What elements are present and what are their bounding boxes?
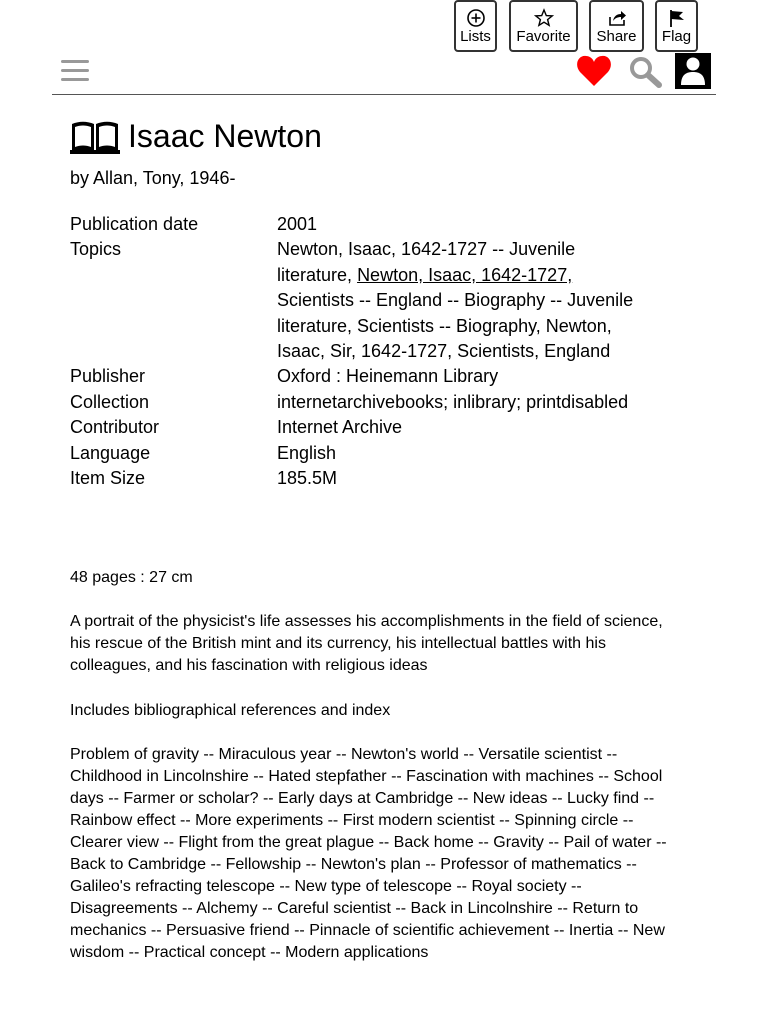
- metadata-value: Internet Archive: [277, 417, 403, 438]
- metadata-key: Contributor: [70, 417, 160, 438]
- bibliography-note: Includes bibliographical references and index: [70, 702, 391, 719]
- metadata-row-topics: [70, 237, 670, 364]
- favorite-label: Favorite: [516, 28, 571, 45]
- summary-paragraph: A portrait of the physicist's life assesses his accomplishments in the field of science, his rescue of the British mint and its currency, his intellectual battles with his colleagues, and his fascination with religious ideas: [70, 613, 663, 674]
- metadata-value: [277, 237, 637, 364]
- physical-extent: 48 pages : 27 cm: [70, 569, 193, 586]
- star-icon: [534, 8, 554, 28]
- top-nav-bar: [52, 48, 716, 95]
- author-byline: by Allan, Tony, 1946-: [70, 168, 236, 188]
- search-icon[interactable]: [628, 56, 664, 88]
- plus-circle-icon: [466, 8, 486, 28]
- metadata-row-language: [70, 441, 670, 466]
- lists-label: Lists: [460, 28, 491, 45]
- metadata-key: Collection: [70, 391, 150, 412]
- topic-text: Newton, Isaac, 1642-1727 -- Juvenile literature,: [277, 239, 576, 285]
- heart-icon[interactable]: [576, 54, 612, 88]
- topic-text: Scientists -- England -- Biography -- Juvenile literature, Scientists -- Biography, Newton, Isaac, Sir, 1642-1727, Scientists, England: [277, 290, 634, 362]
- metadata-key: Item Size: [70, 468, 146, 489]
- flag-icon: [667, 8, 687, 28]
- book-icon: [70, 120, 120, 154]
- metadata-value: 185.5M: [277, 468, 338, 489]
- metadata-list: [70, 212, 670, 491]
- share-label: Share: [596, 28, 637, 45]
- user-icon[interactable]: [675, 53, 711, 89]
- share-icon: [607, 8, 627, 28]
- menu-line: [61, 78, 89, 81]
- metadata-key: Publication date: [70, 214, 199, 234]
- topic-link[interactable]: Newton, Isaac, 1642-1727,: [357, 264, 573, 285]
- menu-line: [61, 60, 89, 63]
- metadata-row-contributor: [70, 415, 670, 440]
- metadata-value: English: [277, 442, 337, 463]
- metadata-value: Oxford : Heinemann Library: [277, 366, 499, 387]
- metadata-row-collection: [70, 390, 670, 415]
- metadata-row-item-size: [70, 466, 670, 491]
- metadata-key: Publisher: [70, 366, 146, 387]
- share-button[interactable]: [589, 0, 644, 52]
- metadata-key: Topics: [70, 239, 122, 260]
- favorite-button[interactable]: [509, 0, 578, 52]
- flag-label: Flag: [661, 28, 692, 45]
- metadata-row-publication-date: [70, 212, 670, 237]
- metadata-value: 2001: [277, 214, 318, 234]
- metadata-row-publisher: [70, 364, 670, 389]
- page-title: Isaac Newton: [128, 118, 322, 154]
- flag-button[interactable]: [655, 0, 698, 52]
- menu-line: [61, 69, 89, 72]
- lists-button[interactable]: [454, 0, 497, 52]
- hamburger-menu-icon[interactable]: [61, 58, 89, 84]
- table-of-contents: Problem of gravity -- Miraculous year -- Newton's world -- Versatile scientist -- Childhood in Lincolnshire -- Hated stepfather -- Fascination with machines -- School days -- Farmer or scholar? -- Early days at Cambridge -- New ideas -- Lucky find -- Rainbow effect -- More experiments -- First modern scientist -- Spinning circle -- Clearer view -- Flight from the great plague -- Back home -- Gravity -- Pail of water -- Back to Cambridge -- Fellowship -- Newton's plan -- Professor of mathematics -- Galileo's refracting telescope -- New type of telescope -- Royal society -- Disagreements -- Alchemy -- Careful scientist -- Back in Lincolnshire -- Return to mechanics -- Persuasive friend -- Pinnacle of scientific achievement -- Inertia -- New wisdom -- Practical concept -- Modern applications: [70, 746, 667, 961]
- metadata-value: internetarchivebooks; inlibrary; printdisabled: [277, 391, 629, 412]
- metadata-key: Language: [70, 442, 151, 463]
